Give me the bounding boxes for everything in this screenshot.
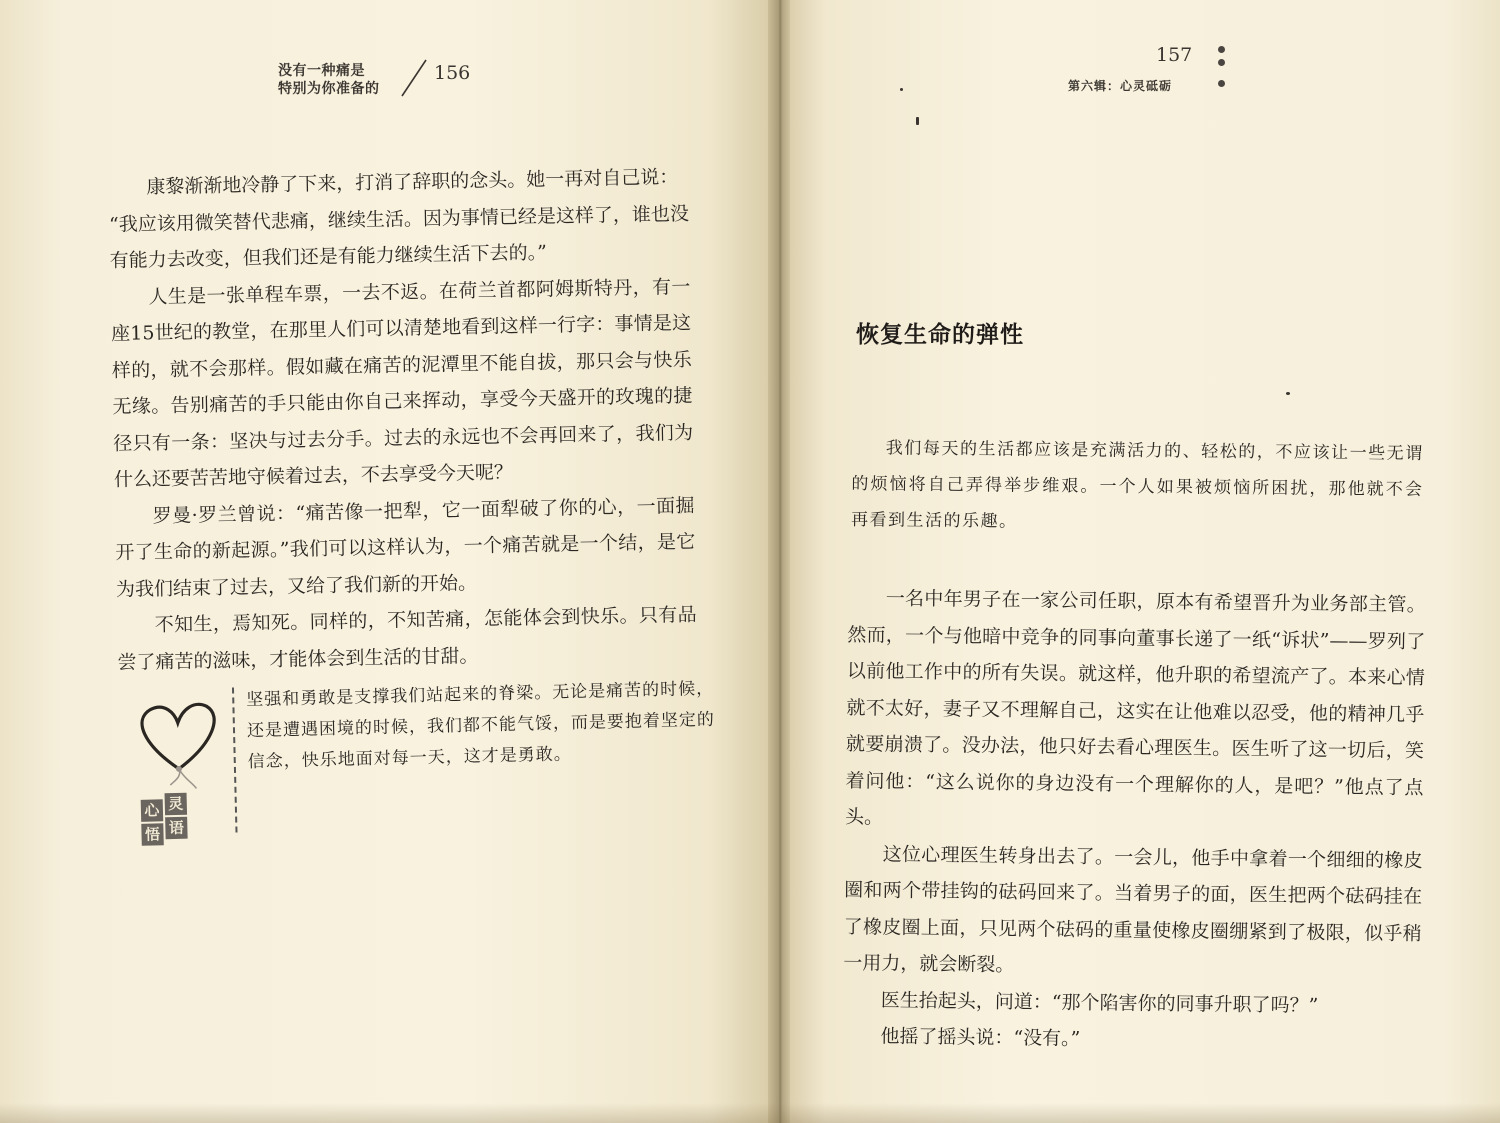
paragraph: 这位心理医生转身出去了。一会儿，他手中拿着一个细细的橡皮圈和两个带挂钩的砝码回来了。当着男子的面，医生把两个砝码挂在了橡皮圈上面，只见两个砝码的重量使橡皮圈绷紧到了极限，似乎稍一用力，就会断裂。 [843, 842, 1423, 977]
right-body-text [842, 580, 1426, 1062]
right-page [790, 0, 1500, 1123]
paragraph: 不知生，焉知死。同样的，不知苦痛，怎能体会到快乐。只有品尝了痛苦的滋味，才能体会到生活的甘甜。 [117, 603, 697, 674]
book-gutter [768, 0, 792, 1123]
heart-icon [132, 698, 224, 795]
seal-char: 灵 [165, 793, 188, 816]
header-dots-ornament [1218, 46, 1228, 93]
tip-dashed-divider [232, 688, 238, 833]
insight-tip-box [132, 676, 716, 844]
scan-speck [1286, 392, 1290, 395]
scan-speck [900, 88, 903, 91]
running-header-title [278, 62, 380, 98]
paragraph: 罗曼·罗兰曾说：“痛苦像一把犁，它一面犁破了你的心，一面掘开了生命的新起源。”我们可以这样认为，一个痛苦就是一个结，是它为我们结束了过去，又给了我们新的开始。 [115, 494, 696, 601]
paragraph: 一名中年男子在一家公司任职，原本有希望晋升为业务部主管。然而，一个与他暗中竞争的同事向董事长递了一纸“诉状”——罗列了以前他工作中的所有失误。就这样，他升职的希望流产了。本来心情就不太好，妻子又不理解自己，这实在让他难以忍受，他的精神几乎就要崩溃了。没办法，他只好去看心理医生。医生听了这一切后，笑着问他：“这么说你的身边没有一个理解你的人，是吧？”他点了点头。 [844, 587, 1426, 829]
section-title: 恢复生命的弹性 [856, 321, 1024, 348]
tip-text: 坚强和勇敢是支撑我们站起来的脊梁。无论是痛苦的时候，还是遭遇困境的时候，我们都不能气馁，而是要抱着坚定的信念，快乐地面对每一天，这才是勇敢。 [246, 678, 716, 773]
header-slash-divider [400, 58, 430, 98]
chapter-header: 第六辑：心灵砥砺 [1068, 79, 1173, 93]
paragraph: “我应该用微笑替代悲痛，继续生活。因为事情已经是这样了，谁也没有能力去改变，但我们还是有能力继续生活下去的。” [108, 202, 690, 272]
heart-ribbon-icon [132, 698, 225, 844]
section-intro [851, 430, 1424, 544]
left-body-text [108, 159, 698, 681]
seal-char: 心 [141, 799, 164, 822]
scan-speck [916, 117, 919, 125]
paragraph: 医生抬起头，问道：“那个陷害你的同事升职了吗？” [880, 988, 1319, 1017]
seal-char: 悟 [141, 823, 164, 846]
page-number-right: 157 [1156, 44, 1193, 66]
header-title-line2: 特别为你准备的 [278, 81, 380, 97]
paragraph: 人生是一张单程车票，一去不返。在荷兰首都阿姆斯特丹，有一座15世纪的教堂，在那里人们可以清楚地看到这样一行字：事情是这样的，就不会那样。假如藏在痛苦的泥潭里不能自拔，那只会与快乐无缘。告别痛苦的手只能由你自己来挥动，享受今天盛开的玫瑰的捷径只有一条：坚决与过去分手。过去的永远也不会再回来了，我们为什么还要苦苦地守候着过去，不去享受今天呢？ [110, 275, 694, 491]
paragraph: 康黎渐渐地冷静了下来，打消了辞职的念头。她一再对自己说： [146, 166, 679, 199]
intro-paragraph: 我们每天的生活都应该是充满活力的、轻松的，不应该让一些无谓的烦恼将自己弄得举步维艰。一个人如果被烦恼所困扰，那他就不会再看到生活的乐趣。 [850, 438, 1424, 532]
paragraph: 他摇了摇头说：“没有。” [880, 1025, 1081, 1050]
page-bottom-shadow [0, 1103, 1500, 1123]
seal-char: 语 [165, 817, 188, 840]
page-number-left: 156 [434, 62, 471, 84]
header-title-line1: 没有一种痛是 [278, 63, 365, 79]
